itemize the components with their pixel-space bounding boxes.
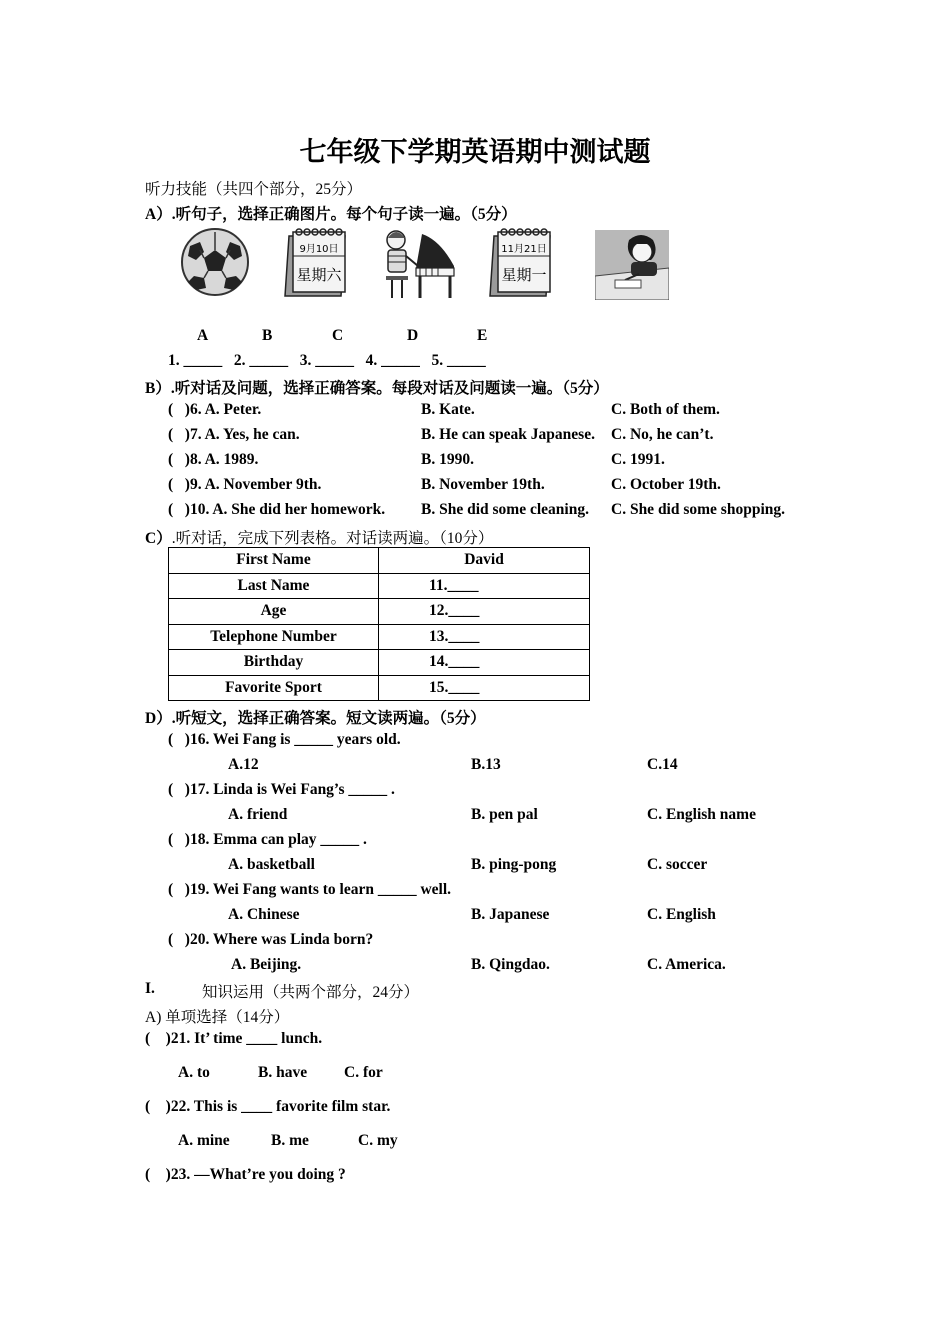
- question-stem: ( )9. A. November 9th.: [168, 476, 322, 493]
- option-b: B. 1990.: [421, 451, 474, 468]
- question-stem: ( )6. A. Peter.: [168, 401, 262, 418]
- picture-letter-d: D: [407, 327, 419, 344]
- table-blank[interactable]: 15.____: [379, 675, 590, 701]
- question-stem: ( )19. Wei Fang wants to learn _____ well.: [168, 881, 452, 898]
- picture-letter-e: E: [477, 327, 488, 344]
- calendar-weekday: 星期一: [501, 266, 547, 284]
- table-row: [169, 599, 590, 625]
- section-numeral: I.: [145, 980, 155, 997]
- option-c: C. Both of them.: [611, 401, 720, 418]
- option-b: B. ping-pong: [471, 856, 557, 873]
- table-row: [169, 650, 590, 676]
- option-a: A. mine: [178, 1132, 230, 1149]
- picture-letter-b: B: [262, 327, 273, 344]
- part-c-heading: [145, 526, 493, 548]
- table-row: [169, 675, 590, 701]
- option-c: C. She did some shopping.: [611, 501, 786, 518]
- option-b: B. have: [258, 1064, 308, 1081]
- table-label: Last Name: [169, 573, 379, 599]
- option-b: B. She did some cleaning.: [421, 501, 589, 518]
- question-stem: ( )22. This is ____ favorite film star.: [145, 1098, 391, 1115]
- table-blank[interactable]: 14.____: [379, 650, 590, 676]
- option-c: C. English: [647, 906, 716, 923]
- table-row: [169, 548, 590, 574]
- calendar-weekday: 星期六: [296, 266, 342, 284]
- option-a: A. to: [178, 1064, 210, 1081]
- question-stem: ( )16. Wei Fang is _____ years old.: [168, 731, 401, 748]
- table-row: [169, 573, 590, 599]
- option-c: C.14: [647, 756, 678, 773]
- option-a: A. basketball: [228, 856, 315, 873]
- table-label: First Name: [169, 548, 379, 574]
- picture-letter-c: C: [332, 327, 344, 344]
- option-c: C. October 19th.: [611, 476, 721, 493]
- calendar-icon: [283, 226, 349, 300]
- option-a: A. Chinese: [228, 906, 300, 923]
- option-c: C. soccer: [647, 856, 708, 873]
- option-b: B. me: [271, 1132, 309, 1149]
- part-c-heading-prefix: C）: [145, 530, 172, 547]
- table-blank[interactable]: 12.____: [379, 599, 590, 625]
- calendar-date: 9月10日: [299, 244, 339, 255]
- table-label: Birthday: [169, 650, 379, 676]
- table-blank[interactable]: 13.____: [379, 624, 590, 650]
- question-stem: ( )10. A. She did her homework.: [168, 501, 386, 518]
- part-c-heading-text: .听对话，完成下列表格。对话读两遍。（10分）: [171, 530, 494, 547]
- table-label: Age: [169, 599, 379, 625]
- option-b: B. He can speak Japanese.: [421, 426, 595, 443]
- option-b: B. Japanese: [471, 906, 550, 923]
- question-stem: ( )20. Where was Linda born?: [168, 931, 374, 948]
- option-c: C. English name: [647, 806, 756, 823]
- question-stem: ( )18. Emma can play _____ .: [168, 831, 367, 848]
- option-c: C. America.: [647, 956, 726, 973]
- option-a: A. friend: [228, 806, 288, 823]
- section-title: 知识运用（共两个部分，24分）: [202, 984, 420, 1001]
- option-c: C. No, he can’t.: [611, 426, 714, 443]
- question-stem: ( )23. —What’re you doing ?: [145, 1166, 346, 1183]
- table-label: Favorite Sport: [169, 675, 379, 701]
- question-stem: ( )7. A. Yes, he can.: [168, 426, 300, 443]
- listening-header: 听力技能（共四个部分，25分）: [145, 181, 363, 198]
- page-title: 七年级下学期英语期中测试题: [299, 137, 651, 167]
- question-stem: ( )8. A. 1989.: [168, 451, 259, 468]
- question-stem: ( )21. It’ time ____ lunch.: [145, 1030, 323, 1047]
- option-b: B. pen pal: [471, 806, 538, 823]
- table-label: Telephone Number: [169, 624, 379, 650]
- option-b: B.13: [471, 756, 501, 773]
- section-sub-heading: A) 单项选择（14分）: [145, 1009, 290, 1026]
- table-blank[interactable]: 11.____: [379, 573, 590, 599]
- option-c: C. for: [344, 1064, 383, 1081]
- option-b: B. November 19th.: [421, 476, 545, 493]
- part-a-answer-line: 1. _____ 2. _____ 3. _____ 4. _____ 5. _____: [168, 352, 486, 369]
- part-a-heading: A）.听句子，选择正确图片。每个句子读一遍。（5分）: [145, 206, 517, 223]
- option-a: A. Beijing.: [231, 956, 302, 973]
- question-stem: ( )17. Linda is Wei Fang’s _____ .: [168, 781, 395, 798]
- option-a: A.12: [228, 756, 259, 773]
- option-c: C. my: [358, 1132, 398, 1149]
- picture-letter-a: A: [197, 327, 209, 344]
- soccer-ball-icon: [180, 226, 250, 298]
- option-b: B. Qingdao.: [471, 956, 550, 973]
- part-d-heading: D）.听短文，选择正确答案。短文读两遍。（5分）: [145, 710, 486, 727]
- picture-row: [0, 226, 950, 306]
- girl-writing-icon: [595, 230, 669, 300]
- info-table: [168, 547, 590, 701]
- calendar-icon: [488, 226, 554, 300]
- option-c: C. 1991.: [611, 451, 665, 468]
- table-row: [169, 624, 590, 650]
- part-b-heading: B）.听对话及问题，选择正确答案。每段对话及问题读一遍。（5分）: [145, 380, 609, 397]
- piano-player-icon: [380, 226, 458, 300]
- calendar-date: 11月21日: [501, 244, 547, 255]
- option-b: B. Kate.: [421, 401, 475, 418]
- table-value: David: [379, 548, 590, 574]
